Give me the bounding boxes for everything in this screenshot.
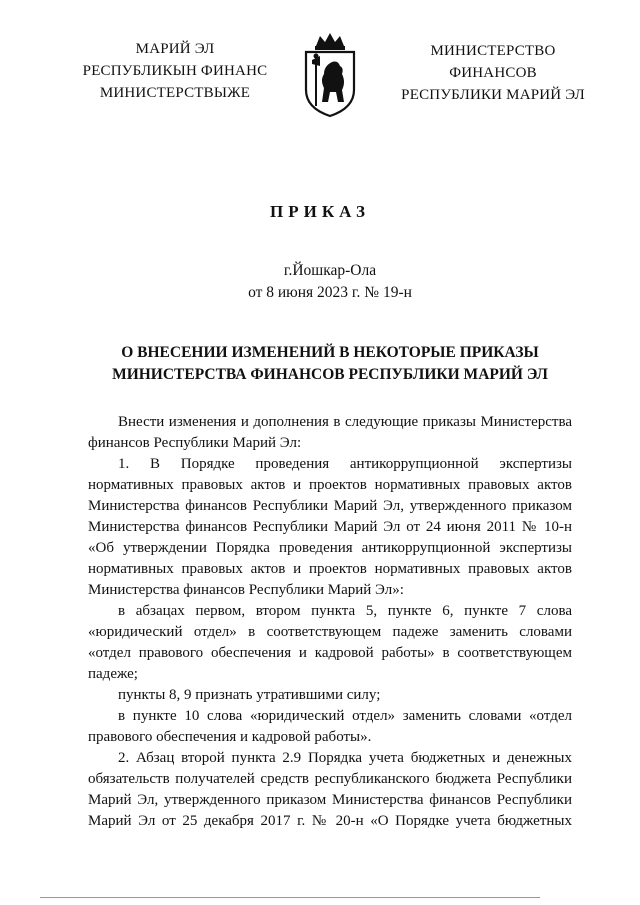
body-paragraph: в пункте 10 слова «юридический отдел» заменить словами «отдел правового обеспечения и кадровой работы». xyxy=(88,708,572,745)
body-paragraph: 1. В Порядке проведения антикоррупционной экспертизы нормативных правовых актов и проектов нормативных правовых актов Министерства финансов Республики Марий Эл, утвержденного приказом Министерства финансов Республики Марий Эл от 24 июня 2011 № 10-н «Об утверждении Порядка проведения антикоррупционной экспертизы нормативных правовых актов и проектов нормативных правовых актов Министерства финансов Республики Марий Эл»: xyxy=(88,456,572,598)
place-and-date xyxy=(0,260,640,304)
header-left-line: РЕСПУБЛИКЫН ФИНАНС xyxy=(82,63,268,79)
footer-divider xyxy=(40,897,540,898)
header-left-line: МИНИСТЕРСТВЫЖЕ xyxy=(99,85,251,101)
city-name: г.Йошкар-Ола xyxy=(283,262,377,279)
document-subject xyxy=(70,342,590,386)
body-paragraph: в абзацах первом, втором пункта 5, пункте 6, пункте 7 слова «юридический отдел» в соответствующем падеже заменить словами «отдел правового обеспечения и кадровой работы» в соответствующем падеже; xyxy=(88,603,572,682)
coat-of-arms-icon xyxy=(302,30,358,118)
subject-line: МИНИСТЕРСТВА ФИНАНСОВ РЕСПУБЛИКИ МАРИЙ ЭЛ xyxy=(112,366,548,383)
body-paragraph: 2. Абзац второй пункта 2.9 Порядка учета бюджетных и денежных обязательств получателей средств республиканского бюджета Республики Марий Эл, утвержденного приказом Министерства финансов Республики Марий Эл от 25 декабря 2017 г. № 20-н «О Порядке учета бюджетных xyxy=(88,750,572,829)
body-paragraph: пункты 8, 9 признать утратившими силу; xyxy=(118,687,381,703)
document-body xyxy=(88,412,572,832)
document-type-title: ПРИКАЗ xyxy=(270,202,370,221)
header-right-line: ФИНАНСОВ xyxy=(449,65,537,81)
body-paragraph: Внести изменения и дополнения в следующие приказы Министерства финансов Республики Марий Эл: xyxy=(88,414,572,451)
header-right-line: РЕСПУБЛИКИ МАРИЙ ЭЛ xyxy=(401,87,585,103)
header-right-line: МИНИСТЕРСТВО xyxy=(430,43,556,59)
subject-line: О ВНЕСЕНИИ ИЗМЕНЕНИЙ В НЕКОТОРЫЕ ПРИКАЗЫ xyxy=(121,344,539,361)
date-number: от 8 июня 2023 г. № 19-н xyxy=(248,284,412,301)
ministry-name-mari xyxy=(80,38,270,104)
ministry-name-russian xyxy=(388,40,598,106)
header-left-line: МАРИЙ ЭЛ xyxy=(135,41,215,57)
